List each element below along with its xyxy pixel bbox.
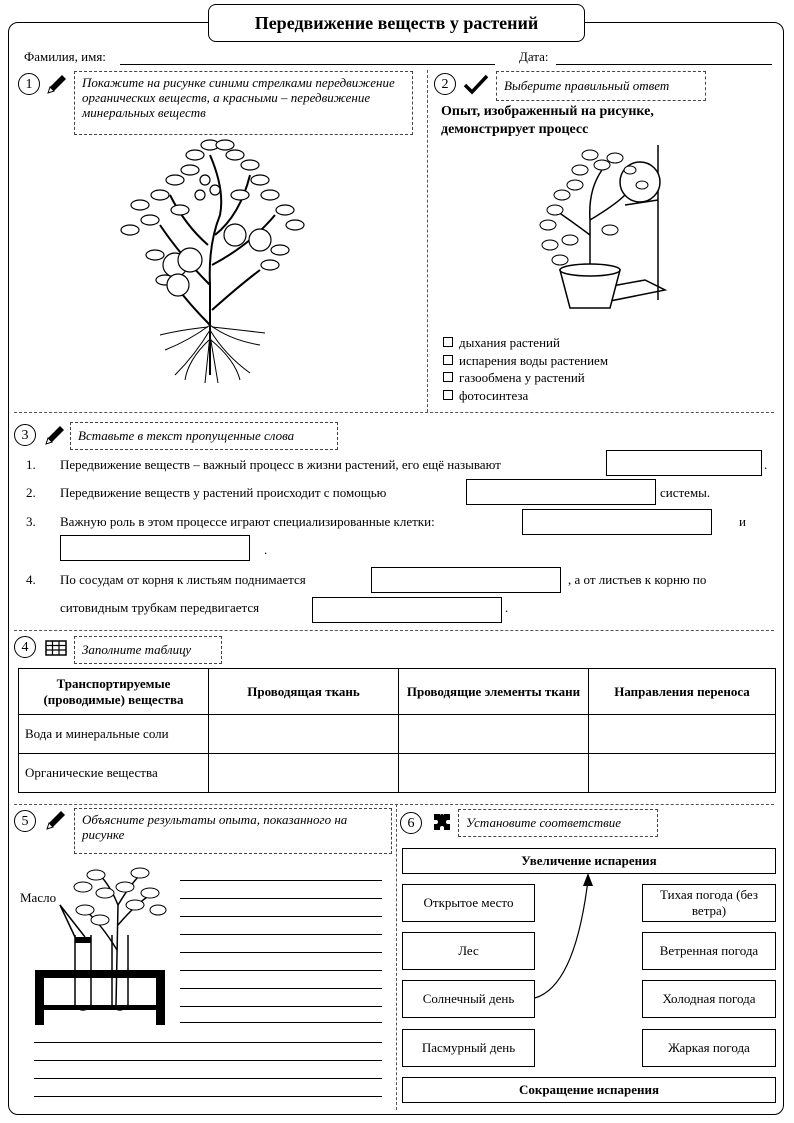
table-cell[interactable] [209, 754, 399, 793]
col-header-elements: Проводящие элементы ткани [399, 669, 589, 715]
answer-line[interactable] [180, 898, 382, 899]
item-2-end: системы. [660, 485, 711, 500]
option-1[interactable]: дыхания растений [443, 334, 608, 352]
match-right-1[interactable]: Тихая погода (без ветра) [642, 884, 776, 922]
name-line[interactable] [120, 64, 495, 65]
answer-line[interactable] [34, 1060, 382, 1061]
answer-line[interactable] [180, 880, 382, 881]
task-6-instruction: Установите соответствие [458, 809, 658, 837]
oil-label: Масло [20, 890, 57, 905]
item-1-text: Передвижение веществ – важный процесс в жизни растений, его ещё называют [60, 457, 501, 472]
answer-line[interactable] [34, 1042, 382, 1043]
pencil-icon [45, 72, 69, 96]
name-label: Фамилия, имя: [24, 49, 106, 64]
divider-top [14, 412, 774, 413]
table-cell[interactable] [589, 715, 776, 754]
divider-5-6 [396, 804, 397, 1110]
answer-field-3b[interactable] [60, 535, 250, 561]
item-1-number: 1. [26, 457, 36, 472]
row-label-organic: Органические вещества [19, 754, 209, 793]
table-icon [45, 640, 67, 656]
answer-line[interactable] [180, 1006, 382, 1007]
task-5-number: 5 [14, 810, 36, 832]
match-right-2[interactable]: Ветренная погода [642, 932, 776, 970]
table-row [19, 715, 776, 754]
date-line[interactable] [556, 64, 772, 65]
pencil-icon [44, 808, 68, 832]
answer-field-4b[interactable] [312, 597, 502, 623]
match-left-2[interactable]: Лес [402, 932, 535, 970]
table-row [19, 754, 776, 793]
task-1-number: 1 [18, 73, 40, 95]
divider-1-2 [427, 70, 428, 412]
item-4-text: По сосудам от корня к листьям поднимается [60, 572, 306, 587]
fill-table [18, 668, 776, 793]
tomato-plant-illustration [100, 135, 320, 385]
answer-line[interactable] [180, 916, 382, 917]
answer-line[interactable] [180, 934, 382, 935]
table-cell[interactable] [209, 715, 399, 754]
answer-field-2[interactable] [466, 479, 656, 505]
checkbox-icon[interactable] [443, 372, 453, 382]
match-left-3[interactable]: Солнечный день [402, 980, 535, 1018]
match-right-4[interactable]: Жаркая погода [642, 1029, 776, 1067]
item-4-number: 4. [26, 572, 36, 587]
item-1-end: . [764, 457, 768, 472]
item-4-text-2: ситовидным трубкам передвигается [60, 600, 260, 615]
match-left-4[interactable]: Пасмурный день [402, 1029, 535, 1067]
answer-line[interactable] [180, 952, 382, 953]
task-4-number: 4 [14, 636, 36, 658]
item-4-middle: , а от листьев к корню по [568, 572, 707, 587]
date-label: Дата: [519, 49, 549, 64]
item-2-text: Передвижение веществ у растений происходит с помощью [60, 485, 387, 500]
answer-line[interactable] [180, 988, 382, 989]
task-2-instruction: Выберите правильный ответ [496, 71, 706, 101]
task-3-number: 3 [14, 424, 36, 446]
task-3-instruction: Вставьте в текст пропущенные слова [70, 422, 338, 450]
test-tubes-illustration [30, 865, 170, 1030]
checkbox-icon[interactable] [443, 355, 453, 365]
checkbox-icon[interactable] [443, 337, 453, 347]
match-left-1[interactable]: Открытое место [402, 884, 535, 922]
col-header-substances: Транспортируемые (проводимые) вещества [19, 669, 209, 715]
answer-line[interactable] [34, 1096, 382, 1097]
task-5-instruction: Объясните результаты опыта, показанного на рисунке [74, 808, 392, 854]
col-header-tissue: Проводящая ткань [209, 669, 399, 715]
divider-bottom [14, 804, 774, 805]
match-bottom-box: Сокращение испарения [402, 1077, 776, 1103]
item-3-text: Важную роль в этом процессе играют специализированные клетки: [60, 514, 435, 529]
col-header-direction: Направления переноса [589, 669, 776, 715]
item-3-end: . [264, 542, 268, 557]
task-2-question: Опыт, изображенный на рисунке, демонстрирует процесс [441, 104, 654, 137]
item-3-and: и [739, 514, 746, 529]
answer-line[interactable] [180, 1022, 382, 1023]
pencil-icon [43, 423, 67, 447]
answer-line[interactable] [180, 970, 382, 971]
match-top-box: Увеличение испарения [402, 848, 776, 874]
table-cell[interactable] [399, 754, 589, 793]
task-1-instruction: Покажите на рисунке синими стрелками передвижение органических веществ, а красными – передвижение минеральных веществ [74, 71, 413, 135]
checkbox-icon[interactable] [443, 390, 453, 400]
option-4[interactable]: фотосинтеза [443, 387, 608, 405]
answer-field-3a[interactable] [522, 509, 712, 535]
page-title: Передвижение веществ у растений [208, 4, 585, 42]
answer-field-4a[interactable] [371, 567, 561, 593]
row-label-water: Вода и минеральные соли [19, 715, 209, 754]
task-2-options [443, 334, 608, 404]
divider-mid [14, 630, 774, 631]
option-2[interactable]: испарения воды растением [443, 352, 608, 370]
answer-field-1[interactable] [606, 450, 762, 476]
task-6-number: 6 [400, 812, 422, 834]
example-arrow [530, 868, 610, 1008]
match-right-3[interactable]: Холодная погода [642, 980, 776, 1018]
table-cell[interactable] [589, 754, 776, 793]
item-4-end: . [505, 600, 509, 615]
task-2-number: 2 [434, 73, 456, 95]
table-cell[interactable] [399, 715, 589, 754]
item-3-number: 3. [26, 514, 36, 529]
experiment-illustration [530, 140, 680, 315]
option-3[interactable]: газообмена у растений [443, 369, 608, 387]
answer-line[interactable] [34, 1078, 382, 1079]
item-2-number: 2. [26, 485, 36, 500]
task-4-instruction: Заполните таблицу [74, 636, 222, 664]
puzzle-icon [432, 812, 452, 832]
checkmark-icon [463, 73, 489, 95]
